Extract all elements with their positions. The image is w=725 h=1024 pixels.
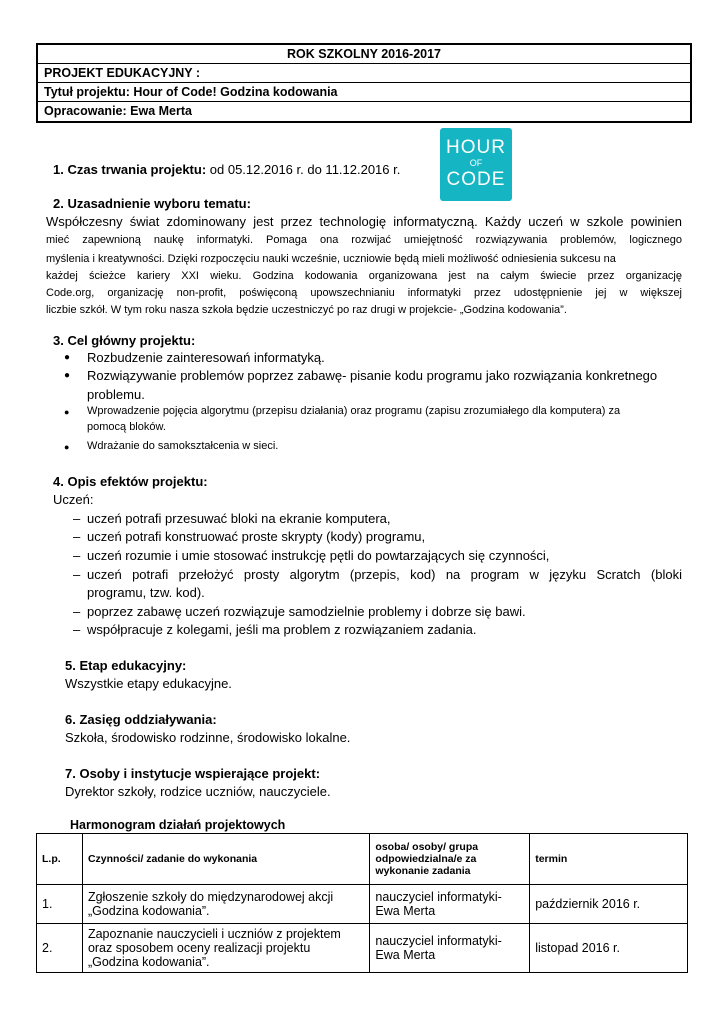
effect-1: uczeń potrafi przesuwać bloki na ekranie komputera, bbox=[87, 511, 391, 526]
dash-icon: – bbox=[73, 529, 81, 544]
row-term: październik 2016 r. bbox=[530, 885, 688, 924]
goal-2a: Rozwiązywanie problemów poprzez zabawę- pisanie kodu programu jako rozwiązania konkretnego bbox=[87, 368, 658, 383]
column-header: osoba/ osoby/ grupa odpowiedzialna/e za wykonanie zadania bbox=[370, 834, 530, 885]
goal-3b: pomocą bloków. bbox=[87, 421, 166, 433]
goal-1: Rozbudzenie zainteresowań informatyką. bbox=[87, 350, 325, 365]
section-5-text: Wszystkie etapy edukacyjne. bbox=[65, 676, 232, 691]
school-year: ROK SZKOLNY 2016-2017 bbox=[38, 45, 690, 64]
effect-4a: uczeń potrafi przełożyć prosty algorytm (przepis, kod) na program w języku Scratch (bloki bbox=[87, 567, 682, 582]
effect-4b: programu, tzw. kod). bbox=[87, 585, 205, 600]
section-5-heading: 5. Etap edukacyjny: bbox=[65, 658, 187, 673]
schedule-table bbox=[36, 833, 688, 973]
row-number: 1. bbox=[37, 885, 83, 924]
schedule-title: Harmonogram działań projektowych bbox=[70, 818, 286, 832]
author: Opracowanie: Ewa Merta bbox=[44, 104, 192, 118]
row-person: nauczyciel informatyki- Ewa Merta bbox=[370, 885, 530, 924]
justification-line-2: mieć zapewnioną naukę informatyki. Pomaga ona rozwijać umiejętność rozwiązywania problemów, logicznego bbox=[46, 234, 682, 246]
bullet-icon: ● bbox=[64, 442, 70, 452]
dash-icon: – bbox=[73, 511, 81, 526]
effect-6: współpracuje z kolegami, jeśli ma problem z rozwiązaniem zadania. bbox=[87, 622, 477, 637]
project-label: PROJEKT EDUKACYJNY : bbox=[38, 64, 690, 83]
effects-intro: Uczeń: bbox=[53, 492, 94, 507]
column-header: Czynności/ zadanie do wykonania bbox=[82, 834, 369, 885]
row-number: 2. bbox=[37, 924, 83, 973]
justification-line-5: Code.org, organizację non-profit, poświęconą upowszechnianiu informatyki przez udostępnienie jej w większej bbox=[46, 287, 682, 299]
section-6-text: Szkoła, środowisko rodzinne, środowisko lokalne. bbox=[65, 730, 351, 745]
justification-line-1: Współczesny świat zdominowany jest przez technologię informatyczną. Każdy uczeń w szkole powinien bbox=[46, 214, 682, 229]
project-title: Tytuł projektu: Hour of Code! Godzina kodowania bbox=[38, 83, 690, 102]
dash-icon: – bbox=[73, 548, 81, 563]
section-1 bbox=[53, 162, 400, 177]
section-3-heading: 3. Cel główny projektu: bbox=[53, 333, 196, 348]
justification-line-3: myślenia i kreatywności. Dzięki rozpoczęciu nauki wcześnie, uczniowie będą mieli możliwość odniesienia sukcesu na bbox=[46, 253, 616, 265]
goal-2b: problemu. bbox=[87, 387, 145, 402]
table-row bbox=[37, 885, 688, 924]
bullet-icon: ● bbox=[64, 407, 70, 417]
effect-5: poprzez zabawę uczeń rozwiązuje samodzielnie problemy i dobrze się bawi. bbox=[87, 604, 526, 619]
section-1-heading: 1. Czas trwania projektu: bbox=[53, 162, 207, 177]
section-6-heading: 6. Zasięg oddziaływania: bbox=[65, 712, 217, 727]
row-term: listopad 2016 r. bbox=[530, 924, 688, 973]
dash-icon: – bbox=[73, 622, 81, 637]
goal-3a: Wprowadzenie pojęcia algorytmu (przepisu działania) oraz programu (zapisu zrozumiałego dla komputera) za bbox=[87, 405, 621, 417]
effect-3: uczeń rozumie i umie stosować instrukcję pętli do powtarzających się czynności, bbox=[87, 548, 550, 563]
dash-icon: – bbox=[73, 567, 81, 582]
bullet-icon: ● bbox=[64, 370, 71, 381]
column-header: termin bbox=[530, 834, 688, 885]
project-duration: od 05.12.2016 r. do 11.12.2016 r. bbox=[206, 162, 401, 177]
justification-line-4: każdej ścieżce kariery XXI wieku. Godzina kodowania organizowana jest na całym świecie przez organizację bbox=[46, 270, 682, 282]
dash-icon: – bbox=[73, 604, 81, 619]
effect-2: uczeń potrafi konstruować proste skrypty (kody) programu, bbox=[87, 529, 426, 544]
section-7-heading: 7. Osoby i instytucje wspierające projekt: bbox=[65, 766, 321, 781]
goal-4: Wdrażanie do samokształcenia w sieci. bbox=[87, 440, 279, 452]
row-person: nauczyciel informatyki- Ewa Merta bbox=[370, 924, 530, 973]
table-header-row bbox=[37, 834, 688, 885]
justification-line-6: liczbie szkół. W tym roku nasza szkoła będzie uczestniczyć po raz drugi w projekcie- „Godzina kodowania”. bbox=[46, 304, 567, 316]
table-row bbox=[37, 924, 688, 973]
header-box bbox=[36, 43, 692, 123]
section-2-heading: 2. Uzasadnienie wyboru tematu: bbox=[53, 196, 251, 211]
hour-of-code-logo: HOUR OF CODE bbox=[440, 128, 512, 201]
row-task: Zgłoszenie szkoły do międzynarodowej akcji „Godzina kodowania”. bbox=[82, 885, 369, 924]
section-4-heading: 4. Opis efektów projektu: bbox=[53, 474, 208, 489]
section-7-text: Dyrektor szkoły, rodzice uczniów, nauczyciele. bbox=[65, 784, 331, 799]
bullet-icon: ● bbox=[64, 352, 71, 363]
column-header: L.p. bbox=[37, 834, 83, 885]
row-task: Zapoznanie nauczycieli i uczniów z projektem oraz sposobem oceny realizacji projektu „Godzina kodowania”. bbox=[82, 924, 369, 973]
